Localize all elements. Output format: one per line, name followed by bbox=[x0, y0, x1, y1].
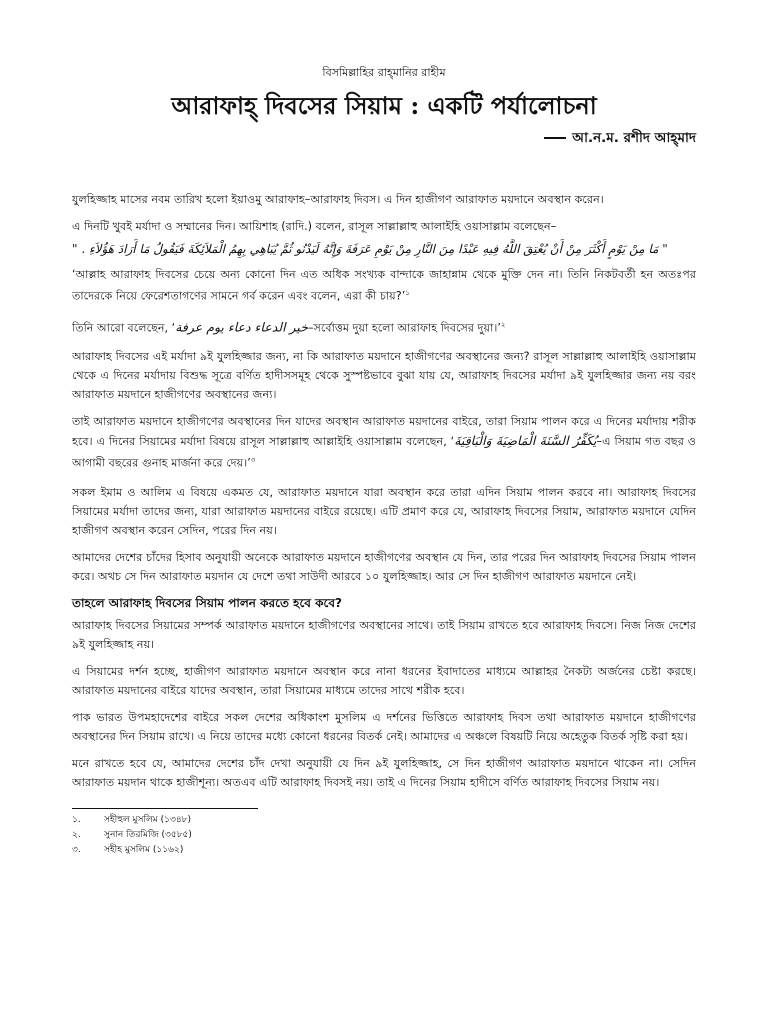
hadith-translation: ‘আল্লাহ আরাফাহ দিবসের চেয়ে অন্য কোনো দিন এত অধিক সংখ্যক বান্দাকে জাহান্নাম থেকে মুক্তি দেন না। তিনি নিকটবর্তী হন অতঃপর তাদেরকে নিয়ে ফেরেশতাগণের সামনে গর্ব করেন এবং বলেন, এরা কী চায়?’ bbox=[72, 268, 696, 303]
p6-arabic: يُكَفِّرُ السَّنَةَ الْمَاضِيَةَ وَالْبَاقِيَةَ bbox=[454, 433, 597, 449]
p6-text-start: তাই আরাফাত ময়দানে হাজীগণের অবস্থানের দিন যাদের অবস্থান আরাফাত ময়দানের বাইরে, তারা সিয়াম পালন করে এ দিনের মর্যাদায় শরীক হবে। এ দিনের সিয়ামের মর্যাদা বিষয়ে রাসূল সাল্লাল্লাহু আল্লাইহি ওয়াসাল্লাম বলেছেন, ‘ bbox=[72, 415, 696, 449]
p4-text-end: –সর্বোত্তম দুয়া হলো আরাফাহ দিবসের দুয়া।’ bbox=[307, 321, 501, 335]
paragraph-5: আরাফাহ দিবসের এই মর্যাদা ৯ই যুলহিজ্জার জন্য, না কি আরাফাত ময়দানে হাজীগণের অবস্থানের জন্য? রাসূল সাল্লাল্লাহু আলাইহি ওয়াসাল্লাম থেকে এ দিনের মর্যাদায় বিশুদ্ধ সূত্রে বর্ণিত হাদীসসমূহ থেকে সুস্পষ্টভাবে বুঝা যায় যে, আরাফাহ দিবসের মর্যাদা ৯ই যুলহিজ্জার জন্য নয় বরং আরাফাত ময়দানে হাজীগণের অবস্থানের জন্য। bbox=[72, 350, 696, 402]
footnote-item bbox=[72, 813, 696, 828]
footnote-number: ৩. bbox=[72, 845, 81, 856]
footnote-text: সহীহুল মুসলিম (১৩৪৮) bbox=[104, 815, 192, 826]
p4-arabic: خير الدعاء دعاء يوم عرفة bbox=[175, 319, 308, 335]
section-heading: তাহলে আরাফাহ দিবসের সিয়াম পালন করতে হবে কবে? bbox=[72, 596, 342, 611]
paragraph-6 bbox=[72, 412, 696, 473]
author-name: আ.ন.ম. রশীদ আহ্‌মাদ bbox=[572, 130, 696, 146]
footnote-number: ২. bbox=[72, 830, 81, 841]
em-dash bbox=[544, 137, 566, 139]
paragraph-12: মনে রাখতে হবে যে, আমাদের দেশের চাঁদ দেখা অনুযায়ী যে দিন ৯ই যুলহিজ্জাহ, সে দিন হাজীগণ আরাফাত ময়দানে থাকেন না। সেদিন আরাফাত ময়দান থাকে হাজীশূন্য। অতএব এটি আরাফাহ দিবসই নয়। তাই এ দিনের সিয়াম হাদীসে বর্ণিত আরাফাহ দিবসের সিয়াম নয়। bbox=[72, 757, 696, 790]
paragraph-8: আমাদের দেশের চাঁদের হিসাব অনুযায়ী অনেকে আরাফাত ময়দানে হাজীগণের অবস্থান যে দিন, তার পরের দিন আরাফাহ দিবসের সিয়াম পালন করে। অথচ সে দিন আরাফাত ময়দান যে দেশে তথা সাউদী আরবে ১০ যুলহিজ্জাহ। আর সে দিন হাজীগণ আরাফাত ময়দানে নেই। bbox=[72, 551, 696, 584]
paragraph-11: পাক ভারত উপমহাদেশের বাইরে সকল দেশের অধিকাংশ মুসলিম এ দর্শনের ভিত্তিতে আরাফাহ দিবস তথা আরাফাত ময়দানে হাজীগণের অবস্থানের দিন সিয়াম রাখে। এ নিয়ে তাদের মধ্যে কোনো ধরনের বিতর্ক নেই। আমাদের এ অঞ্চলে বিষয়টি নিয়ে অহেতুক বিতর্ক সৃষ্টি করা হয়। bbox=[72, 711, 696, 744]
footnote-item bbox=[72, 843, 696, 858]
paragraph-9: আরাফাহ দিবসের সিয়ামের সম্পর্ক আরাফাত ময়দানে হাজীগণের অবস্থানের সাথে। তাই সিয়াম রাখতে হবে আরাফাহ দিবসে। নিজ নিজ দেশের ৯ই যুলহিজ্জাহ নয়। bbox=[72, 619, 696, 652]
footnote-ref-1[interactable]: ১ bbox=[405, 289, 410, 297]
footnote-number: ১. bbox=[72, 815, 81, 826]
footnote-ref-3[interactable]: ৩ bbox=[250, 456, 256, 465]
paragraph-7: সকল ইমাম ও আলিম এ বিষয়ে একমত যে, আরাফাত ময়দানে যারা অবস্থান করে তারা এদিন সিয়াম পালন করবে না। আরাফাহ দিবসের সিয়ামের মর্যাদা তাদের জন্য, যারা আরাফাত ময়দানের বাইরে রয়েছে। এটি প্রমাণ করে যে, আরাফাহ দিবসের সিয়াম, আরাফাত ময়দানে যেদিন হাজীগণ অবস্থান করেন সেদিন, পরের দিন নয়। bbox=[72, 486, 696, 538]
footnote-ref-2[interactable]: ২ bbox=[500, 320, 506, 329]
p4-text-start: তিনি আরো বলেছেন, ‘ bbox=[72, 321, 176, 335]
footnotes bbox=[72, 813, 696, 858]
footnote-divider bbox=[72, 808, 258, 809]
document-title: আরাফাহ্ দিবসের সিয়াম : একটি পর্যালোচনা bbox=[171, 91, 597, 120]
footnote-text: সহীহ মুসলিম (১১৬২) bbox=[104, 845, 184, 856]
paragraph-1: যুলহিজ্জাহ মাসের নবম তারিখ হলো ইয়াওমু আরাফাহ–আরাফাহ দিবস। এ দিন হাজীগণ আরাফাত ময়দানে অবস্থান করেন। bbox=[72, 193, 604, 206]
paragraph-4 bbox=[72, 316, 696, 338]
paragraph-10: এ সিয়ামের দর্শন হচ্ছে, হাজীগণ আরাফাত ময়দানে অবস্থান করে নানা ধরনের ইবাদাতের মাধ্যমে আল্লাহর নৈকট্য অর্জনের চেষ্টা করছে। আরাফাত ময়দানের বাইরে যাদের অবস্থান, তারা সিয়ামের মাধ্যমে তাদের সাথে শরীক হবে। bbox=[72, 665, 696, 698]
footnote-item bbox=[72, 828, 696, 843]
document-page bbox=[72, 64, 696, 858]
arabic-hadith: " مَا مِنْ يَوْمٍ أَكْثَرَ مِنْ أَنْ يُعْتِقَ اللَّهُ فِيهِ عَبْدًا مِنَ النَّارِ مِنْ يَوْمِ عَرَفَةَ وَإِنَّهُ لَيَدْنُو ثُمَّ يُبَاهِي بِهِمُ الْمَلاَئِكَةَ فَيَقُولُ مَا أَرَادَ هَؤُلاَءِ . " bbox=[72, 242, 668, 256]
bismillah-line: বিসমিল্লাহির রাহ্‌মানির রাহীম bbox=[322, 66, 446, 79]
author-line bbox=[72, 127, 696, 150]
paragraph-2: এ দিনটি খুবই মর্যাদা ও সম্মানের দিন। আয়িশাহ (রাদি.) বলেন, রাসূল সাল্লাল্লাহু আলাইহি ওয়াসাল্লাম বলেছেন– bbox=[72, 220, 557, 233]
footnote-text: সুনান তিরমিজি (৩৫৮৫) bbox=[104, 830, 192, 841]
p6-text-end: –এ সিয়াম গত বছর ও আগামী বছরের গুনাহ মার্জনা করে দেয়।’ bbox=[72, 435, 696, 471]
paragraph-3 bbox=[72, 265, 696, 306]
